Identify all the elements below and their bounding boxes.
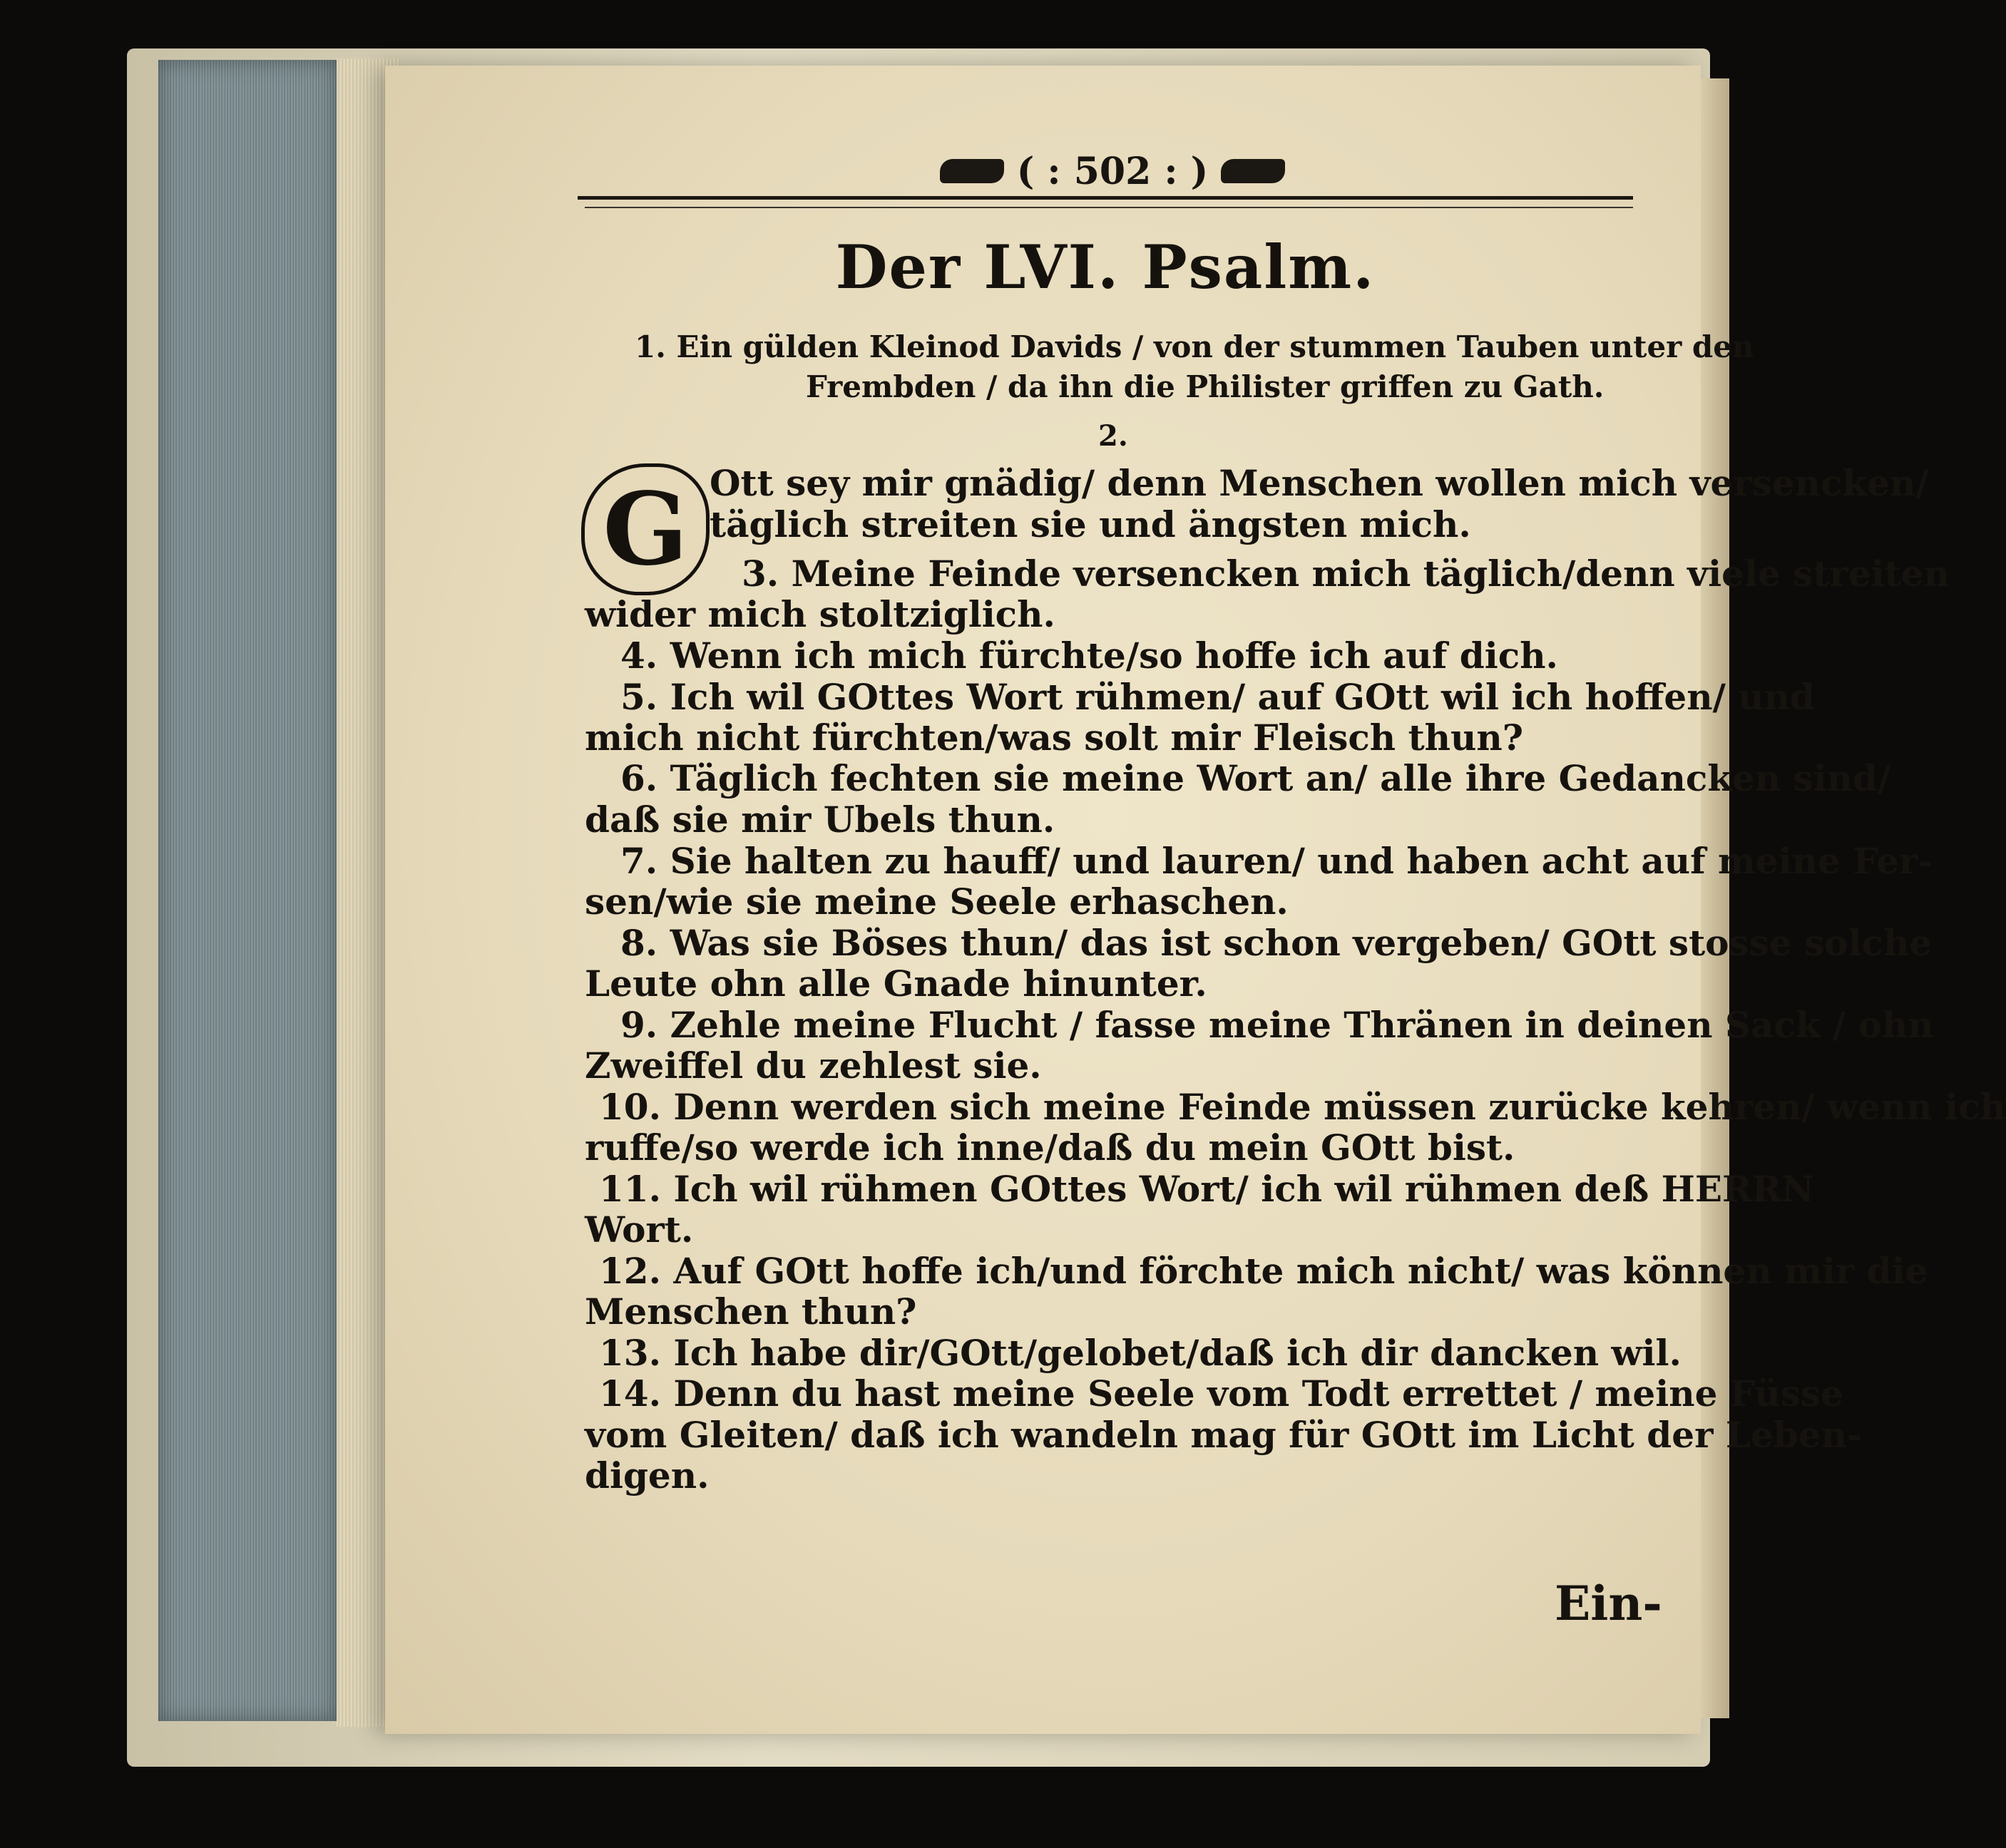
verse-number-2: 2.	[1098, 419, 1128, 453]
facing-page-edge	[1701, 78, 1729, 1718]
verse-line: 6. Täglich fechten sie meine Wort an/ alle ihre Gedancken sind/	[620, 757, 1891, 799]
summary-number: 1.	[635, 329, 666, 364]
verse-line: 3. Meine Feinde versencken mich täglich/denn viele streiten	[742, 553, 1950, 595]
verse-line: Leute ohn alle Gnade hinunter.	[585, 962, 1207, 1005]
verse-line: 5. Ich wil GOttes Wort rühmen/ auf GOtt wil ich hoffen/ und	[620, 676, 1815, 718]
summary-line-1	[635, 329, 1754, 364]
header-rule	[578, 196, 1633, 200]
verse-line: digen.	[585, 1454, 710, 1497]
verse-line: mich nicht fürchten/was solt mir Fleisch thun?	[585, 717, 1524, 759]
verse-line: Ott sey mir gnädig/ denn Menschen wollen mich versencken/	[710, 462, 1929, 504]
page-number: ( : 502 : )	[1016, 149, 1209, 193]
verse-line: ruffe/so werde ich inne/daß du mein GOtt bist.	[585, 1126, 1515, 1169]
verse-line: wider mich stoltziglich.	[585, 593, 1055, 635]
verse-line: 11. Ich wil rühmen GOttes Wort/ ich wil rühmen deß HERRN	[599, 1168, 1814, 1210]
verse-line: 13. Ich habe dir/GOtt/gelobet/daß ich dir dancken wil.	[599, 1332, 1682, 1374]
verse-line: täglich streiten sie und ängsten mich.	[710, 503, 1471, 545]
left-ornament-icon	[940, 159, 1004, 183]
header-rule-thin	[585, 207, 1633, 208]
verse-line: Menschen thun?	[585, 1290, 917, 1333]
page-header	[899, 150, 1326, 192]
catchword: Ein-	[1555, 1576, 1662, 1631]
verse-line: sen/wie sie meine Seele erhaschen.	[585, 881, 1289, 923]
verse-line: 7. Sie halten zu hauff/ und lauren/ und haben acht auf meine Fer-	[620, 840, 1933, 882]
right-ornament-icon	[1221, 159, 1285, 183]
page-block-edge	[158, 60, 341, 1721]
verse-line: 12. Auf GOtt hoffe ich/und förchte mich nicht/ was können mir die	[599, 1250, 1928, 1292]
verse-line: 10. Denn werden sich meine Feinde müssen zurücke kehren/ wenn ich	[599, 1086, 2006, 1128]
verse-line: 14. Denn du hast meine Seele vom Todt errettet / meine Füsse	[599, 1372, 1843, 1415]
psalm-title: Der LVI. Psalm.	[835, 232, 1376, 302]
verse-line: Zweiffel du zehlest sie.	[585, 1044, 1042, 1087]
verse-line: 4. Wenn ich mich fürchte/so hoffe ich auf dich.	[620, 635, 1558, 677]
verse-line: vom Gleiten/ daß ich wandeln mag für GOtt im Licht der Leben-	[585, 1414, 1862, 1456]
verse-line: daß sie mir Ubels thun.	[585, 799, 1055, 841]
verse-line: Wort.	[585, 1208, 694, 1251]
drop-cap-initial: G	[581, 463, 710, 595]
verse-line: 8. Was sie Böses thun/ das ist schon vergeben/ GOtt stosse solche	[620, 922, 1933, 964]
summary-text-1: Ein gülden Kleinod Davids / von der stummen Tauben unter den	[676, 329, 1754, 364]
summary-line-2: Frembden / da ihn die Philister griffen zu Gath.	[806, 369, 1605, 404]
verse-line: 9. Zehle meine Flucht / fasse meine Thränen in deinen Sack / ohn	[620, 1004, 1934, 1046]
